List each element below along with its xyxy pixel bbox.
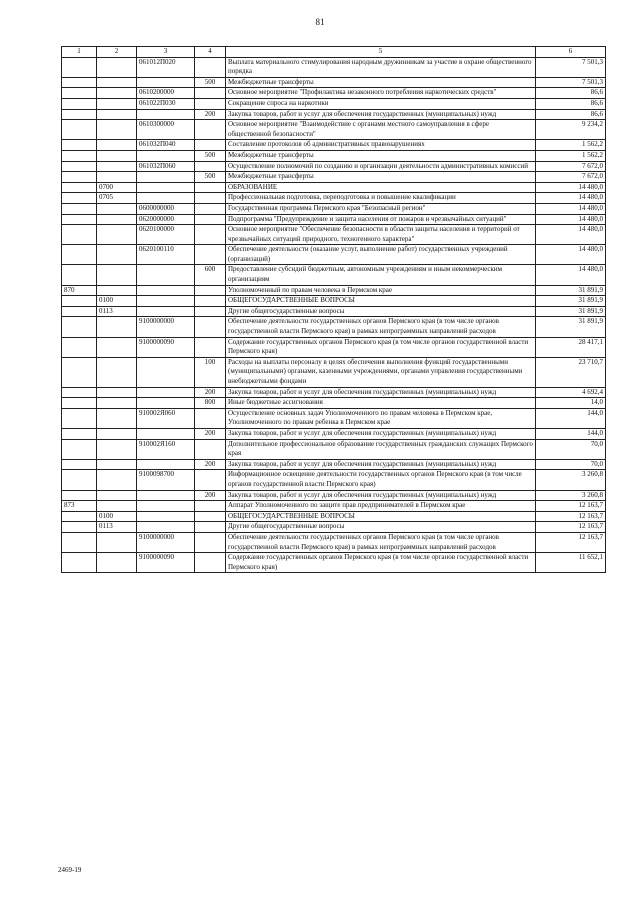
description-cell: Уполномоченный по правам человека в Пермском крае: [226, 285, 536, 296]
chapter-cell: [97, 161, 137, 172]
chapter-cell: [97, 408, 137, 428]
header-cell: 1: [62, 47, 97, 58]
type-cell: [195, 140, 226, 151]
target-cell: 061012П020: [137, 57, 195, 77]
target-cell: 9100000090: [137, 553, 195, 573]
description-cell: Обеспечение деятельности государственных органов Пермского края (в том числе органов государственной власти Пермского края) в рамках непрограммных направлений расходов: [226, 532, 536, 552]
amount-cell: 4 692,4: [536, 387, 606, 398]
table-row: [62, 203, 606, 214]
type-cell: [195, 306, 226, 317]
chapter-cell: [97, 459, 137, 470]
chapter-cell: [97, 203, 137, 214]
table-row: [62, 553, 606, 573]
section-cell: [62, 439, 97, 459]
section-cell: 870: [62, 285, 97, 296]
chapter-cell: [97, 439, 137, 459]
type-cell: 200: [195, 428, 226, 439]
table-row: [62, 245, 606, 265]
section-cell: [62, 172, 97, 183]
amount-cell: 14 480,0: [536, 225, 606, 245]
type-cell: [195, 182, 226, 193]
description-cell: Иные бюджетные ассигнования: [226, 398, 536, 409]
chapter-cell: [97, 285, 137, 296]
description-cell: Основное мероприятие "Профилактика незаконного потребления наркотических средств": [226, 88, 536, 99]
amount-cell: 7 672,0: [536, 172, 606, 183]
description-cell: Составление протоколов об административных правонарушениях: [226, 140, 536, 151]
table-row: [62, 408, 606, 428]
target-cell: 0620100110: [137, 245, 195, 265]
section-cell: [62, 57, 97, 77]
description-cell: Информационное освещение деятельности государственных органов Пермского края (в том числе органов государственной власти Пермского края): [226, 470, 536, 490]
table-row: [62, 285, 606, 296]
chapter-cell: [97, 337, 137, 357]
description-cell: Другие общегосударственные вопросы: [226, 522, 536, 533]
type-cell: [195, 245, 226, 265]
chapter-cell: 0705: [97, 193, 137, 204]
chapter-cell: 0100: [97, 511, 137, 522]
amount-cell: 12 163,7: [536, 522, 606, 533]
amount-cell: 23 710,7: [536, 357, 606, 387]
target-cell: 061032П040: [137, 140, 195, 151]
chapter-cell: [97, 214, 137, 225]
description-cell: Осуществление полномочий по созданию и организации деятельности административных комиссий: [226, 161, 536, 172]
target-cell: [137, 357, 195, 387]
section-cell: 873: [62, 501, 97, 512]
description-cell: Содержание государственных органов Пермского края (в том числе органов государственной власти Пермского края): [226, 337, 536, 357]
target-cell: 061022П030: [137, 98, 195, 109]
table-row: [62, 150, 606, 161]
type-cell: [195, 408, 226, 428]
section-cell: [62, 193, 97, 204]
description-cell: Профессиональная подготовка, переподготовка и повышение квалификации: [226, 193, 536, 204]
amount-cell: 86,6: [536, 98, 606, 109]
section-cell: [62, 470, 97, 490]
table-row: [62, 337, 606, 357]
type-cell: [195, 214, 226, 225]
type-cell: [195, 511, 226, 522]
type-cell: [195, 522, 226, 533]
chapter-cell: [97, 532, 137, 552]
section-cell: [62, 428, 97, 439]
target-cell: 9100098700: [137, 470, 195, 490]
chapter-cell: [97, 317, 137, 337]
target-cell: [137, 306, 195, 317]
amount-cell: 12 163,7: [536, 532, 606, 552]
amount-cell: 70,0: [536, 459, 606, 470]
type-cell: [195, 88, 226, 99]
chapter-cell: [97, 77, 137, 88]
section-cell: [62, 182, 97, 193]
chapter-cell: [97, 357, 137, 387]
type-cell: [195, 203, 226, 214]
section-cell: [62, 306, 97, 317]
amount-cell: 3 260,8: [536, 490, 606, 501]
table-row: [62, 398, 606, 409]
type-cell: [195, 120, 226, 140]
type-cell: [195, 532, 226, 552]
target-cell: 0620100000: [137, 225, 195, 245]
target-cell: 061032П060: [137, 161, 195, 172]
amount-cell: 144,0: [536, 428, 606, 439]
type-cell: [195, 161, 226, 172]
type-cell: [195, 317, 226, 337]
table-row: [62, 77, 606, 88]
chapter-cell: [97, 398, 137, 409]
target-cell: 0600000000: [137, 203, 195, 214]
amount-cell: 86,6: [536, 109, 606, 120]
table-row: [62, 501, 606, 512]
description-cell: ОБРАЗОВАНИЕ: [226, 182, 536, 193]
type-cell: 200: [195, 387, 226, 398]
section-cell: [62, 532, 97, 552]
chapter-cell: [97, 88, 137, 99]
amount-cell: 14,0: [536, 398, 606, 409]
table-row: [62, 522, 606, 533]
section-cell: [62, 317, 97, 337]
chapter-cell: [97, 265, 137, 285]
type-cell: 500: [195, 77, 226, 88]
description-cell: Межбюджетные трансферты: [226, 172, 536, 183]
description-cell: Другие общегосударственные вопросы: [226, 306, 536, 317]
amount-cell: 31 891,9: [536, 306, 606, 317]
amount-cell: 12 163,7: [536, 511, 606, 522]
table-body: [62, 47, 606, 573]
table-row: [62, 306, 606, 317]
table-row: [62, 296, 606, 307]
table-row: [62, 265, 606, 285]
chapter-cell: [97, 140, 137, 151]
section-cell: [62, 357, 97, 387]
chapter-cell: 0100: [97, 296, 137, 307]
target-cell: [137, 193, 195, 204]
type-cell: 800: [195, 398, 226, 409]
target-cell: [137, 501, 195, 512]
type-cell: [195, 553, 226, 573]
budget-table: [61, 46, 606, 573]
table-row: [62, 439, 606, 459]
type-cell: 200: [195, 459, 226, 470]
amount-cell: 3 260,8: [536, 470, 606, 490]
section-cell: [62, 408, 97, 428]
amount-cell: 9 234,2: [536, 120, 606, 140]
amount-cell: 14 480,0: [536, 214, 606, 225]
table-row: [62, 161, 606, 172]
chapter-cell: [97, 109, 137, 120]
amount-cell: 7 501,3: [536, 57, 606, 77]
description-cell: Межбюджетные трансферты: [226, 150, 536, 161]
section-cell: [62, 88, 97, 99]
chapter-cell: 0113: [97, 306, 137, 317]
amount-cell: 1 562,2: [536, 150, 606, 161]
description-cell: Обеспечение деятельности (оказание услуг, выполнение работ) государственных учреждений (организаций): [226, 245, 536, 265]
amount-cell: 12 163,7: [536, 501, 606, 512]
description-cell: Обеспечение деятельности государственных органов Пермского края (в том числе органов государственной власти Пермского края) в рамках непрограммных направлений расходов: [226, 317, 536, 337]
description-cell: Содержание государственных органов Пермского края (в том числе органов государственной власти Пермского края): [226, 553, 536, 573]
description-cell: Основное мероприятие "Взаимодействие с органами местного самоуправления в сфере общественной безопасности": [226, 120, 536, 140]
target-cell: [137, 511, 195, 522]
table-row: [62, 470, 606, 490]
description-cell: Межбюджетные трансферты: [226, 77, 536, 88]
chapter-cell: [97, 245, 137, 265]
section-cell: [62, 265, 97, 285]
description-cell: Предоставление субсидий бюджетным, автономным учреждениям и иным некоммерческим организациям: [226, 265, 536, 285]
section-cell: [62, 161, 97, 172]
type-cell: 200: [195, 109, 226, 120]
target-cell: 0610300000: [137, 120, 195, 140]
description-cell: Сокращение спроса на наркотики: [226, 98, 536, 109]
chapter-cell: [97, 150, 137, 161]
section-cell: [62, 522, 97, 533]
section-cell: [62, 511, 97, 522]
table-row: [62, 225, 606, 245]
type-cell: 500: [195, 172, 226, 183]
target-cell: 910002Я060: [137, 408, 195, 428]
type-cell: 500: [195, 150, 226, 161]
header-cell: 3: [137, 47, 195, 58]
type-cell: [195, 57, 226, 77]
type-cell: [195, 470, 226, 490]
amount-cell: 28 417,1: [536, 337, 606, 357]
table-row: [62, 172, 606, 183]
description-cell: Основное мероприятие "Обеспечение безопасности в области защиты населения и территорий от чрезвычайных ситуаций природного, техногенного характера": [226, 225, 536, 245]
table-row: [62, 57, 606, 77]
table-row: [62, 140, 606, 151]
type-cell: [195, 337, 226, 357]
target-cell: 0620000000: [137, 214, 195, 225]
header-cell: 6: [536, 47, 606, 58]
section-cell: [62, 387, 97, 398]
type-cell: [195, 193, 226, 204]
chapter-cell: 0700: [97, 182, 137, 193]
section-cell: [62, 98, 97, 109]
chapter-cell: [97, 225, 137, 245]
type-cell: [195, 225, 226, 245]
target-cell: [137, 398, 195, 409]
section-cell: [62, 109, 97, 120]
header-cell: 4: [195, 47, 226, 58]
target-cell: [137, 490, 195, 501]
table-row: [62, 182, 606, 193]
table-row: [62, 532, 606, 552]
chapter-cell: [97, 501, 137, 512]
chapter-cell: [97, 98, 137, 109]
target-cell: [137, 296, 195, 307]
target-cell: [137, 109, 195, 120]
table-row: [62, 387, 606, 398]
chapter-cell: [97, 57, 137, 77]
target-cell: 9100000090: [137, 337, 195, 357]
amount-cell: 86,6: [536, 88, 606, 99]
amount-cell: 7 672,0: [536, 161, 606, 172]
description-cell: ОБЩЕГОСУДАРСТВЕННЫЕ ВОПРОСЫ: [226, 296, 536, 307]
type-cell: [195, 98, 226, 109]
section-cell: [62, 245, 97, 265]
description-cell: Закупка товаров, работ и услуг для обеспечения государственных (муниципальных) нужд: [226, 459, 536, 470]
section-cell: [62, 203, 97, 214]
type-cell: 100: [195, 357, 226, 387]
table-row: [62, 511, 606, 522]
table-row: [62, 98, 606, 109]
header-cell: 5: [226, 47, 536, 58]
table-row: [62, 88, 606, 99]
target-cell: 0610200000: [137, 88, 195, 99]
amount-cell: 14 480,0: [536, 265, 606, 285]
section-cell: [62, 553, 97, 573]
target-cell: 910002Я160: [137, 439, 195, 459]
footer-code: 2469-19: [58, 866, 82, 874]
type-cell: 200: [195, 490, 226, 501]
target-cell: [137, 522, 195, 533]
table-row: [62, 490, 606, 501]
chapter-cell: [97, 172, 137, 183]
amount-cell: 14 480,0: [536, 193, 606, 204]
target-cell: 9100000000: [137, 317, 195, 337]
chapter-cell: [97, 428, 137, 439]
description-cell: Закупка товаров, работ и услуг для обеспечения государственных (муниципальных) нужд: [226, 490, 536, 501]
chapter-cell: [97, 490, 137, 501]
target-cell: [137, 387, 195, 398]
type-cell: [195, 439, 226, 459]
header-cell: 2: [97, 47, 137, 58]
chapter-cell: 0113: [97, 522, 137, 533]
target-cell: [137, 150, 195, 161]
table-row: [62, 109, 606, 120]
description-cell: Расходы на выплаты персоналу в целях обеспечения выполнения функций государственными (муниципальными) органами, казенными учреждениями, органами управления государственными внебюджетными фондами: [226, 357, 536, 387]
type-cell: [195, 285, 226, 296]
table-header-row: [62, 47, 606, 58]
description-cell: Дополнительное профессиональное образование государственных гражданских служащих Пермского края: [226, 439, 536, 459]
section-cell: [62, 77, 97, 88]
type-cell: [195, 501, 226, 512]
target-cell: [137, 428, 195, 439]
amount-cell: 70,0: [536, 439, 606, 459]
description-cell: Осуществление основных задач Уполномоченного по правам человека в Пермском крае, Уполномоченного по правам ребенка в Пермском крае: [226, 408, 536, 428]
type-cell: 600: [195, 265, 226, 285]
chapter-cell: [97, 120, 137, 140]
table-row: [62, 317, 606, 337]
table-row: [62, 193, 606, 204]
section-cell: [62, 120, 97, 140]
chapter-cell: [97, 387, 137, 398]
amount-cell: 31 891,9: [536, 317, 606, 337]
amount-cell: 11 652,1: [536, 553, 606, 573]
section-cell: [62, 490, 97, 501]
table-row: [62, 459, 606, 470]
section-cell: [62, 337, 97, 357]
target-cell: [137, 285, 195, 296]
type-cell: [195, 296, 226, 307]
amount-cell: 14 480,0: [536, 245, 606, 265]
section-cell: [62, 459, 97, 470]
table-row: [62, 357, 606, 387]
amount-cell: 31 891,9: [536, 285, 606, 296]
description-cell: ОБЩЕГОСУДАРСТВЕННЫЕ ВОПРОСЫ: [226, 511, 536, 522]
amount-cell: 144,0: [536, 408, 606, 428]
chapter-cell: [97, 553, 137, 573]
target-cell: [137, 265, 195, 285]
target-cell: [137, 459, 195, 470]
target-cell: [137, 172, 195, 183]
description-cell: Закупка товаров, работ и услуг для обеспечения государственных (муниципальных) нужд: [226, 387, 536, 398]
page-number: 81: [315, 17, 325, 27]
amount-cell: 14 480,0: [536, 182, 606, 193]
section-cell: [62, 214, 97, 225]
target-cell: [137, 77, 195, 88]
target-cell: 9100000000: [137, 532, 195, 552]
amount-cell: 1 562,2: [536, 140, 606, 151]
description-cell: Подпрограмма "Предупреждение и защита населения от пожаров и чрезвычайных ситуаций": [226, 214, 536, 225]
section-cell: [62, 296, 97, 307]
amount-cell: 14 480,0: [536, 203, 606, 214]
description-cell: Выплата материального стимулирования народным дружинникам за участие в охране общественного порядка: [226, 57, 536, 77]
table-row: [62, 428, 606, 439]
description-cell: Закупка товаров, работ и услуг для обеспечения государственных (муниципальных) нужд: [226, 109, 536, 120]
description-cell: Закупка товаров, работ и услуг для обеспечения государственных (муниципальных) нужд: [226, 428, 536, 439]
table-row: [62, 120, 606, 140]
table-row: [62, 214, 606, 225]
chapter-cell: [97, 470, 137, 490]
amount-cell: 31 891,9: [536, 296, 606, 307]
description-cell: Государственная программа Пермского края "Безопасный регион": [226, 203, 536, 214]
amount-cell: 7 501,3: [536, 77, 606, 88]
section-cell: [62, 398, 97, 409]
section-cell: [62, 150, 97, 161]
section-cell: [62, 225, 97, 245]
description-cell: Аппарат Уполномоченного по защите прав предпринимателей в Пермском крае: [226, 501, 536, 512]
section-cell: [62, 140, 97, 151]
target-cell: [137, 182, 195, 193]
